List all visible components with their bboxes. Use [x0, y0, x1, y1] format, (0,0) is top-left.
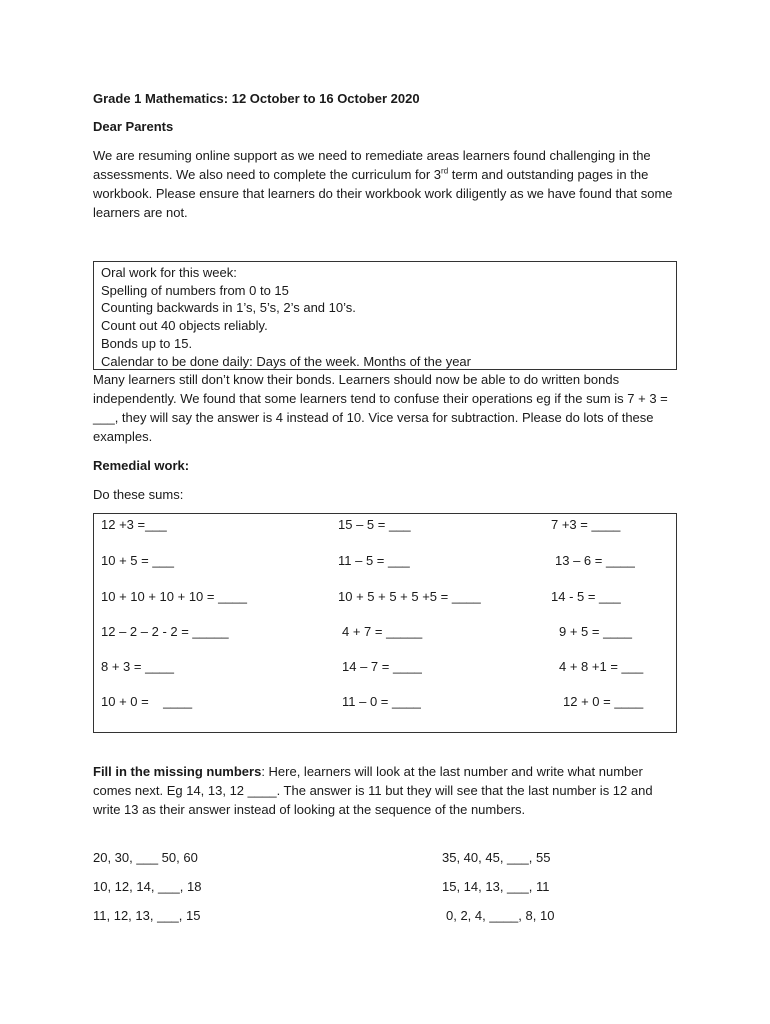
salutation: Dear Parents	[93, 119, 174, 134]
oral-work-heading: Oral work for this week:	[101, 265, 237, 280]
sum-item: 10 + 10 + 10 + 10 = ____	[101, 589, 248, 604]
sum-item: 4 + 7 = _____	[342, 624, 423, 639]
sequence-item: 35, 40, 45, ___, 55	[442, 850, 551, 865]
sum-item: 15 – 5 = ___	[338, 517, 411, 532]
sum-item: 12 – 2 – 2 - 2 = _____	[101, 624, 229, 639]
oral-work-item: Counting backwards in 1’s, 5’s, 2’s and 10’s.	[101, 300, 356, 316]
sequence-item: 10, 12, 14, ___, 18	[93, 879, 202, 894]
sum-item: 11 – 0 = ____	[342, 694, 421, 709]
sequence-item: 20, 30, ___ 50, 60	[93, 850, 198, 865]
sequence-item: 0, 2, 4, ____, 8, 10	[446, 908, 555, 923]
intro-text-2: term and outstanding pages in the workbook. Please ensure that learners do their workbook work diligently as we have found that some learners are not.	[93, 167, 673, 220]
sum-item: 8 + 3 = ____	[101, 659, 175, 674]
sum-item: 12 +3 =___	[101, 517, 167, 532]
sequence-item: 15, 14, 13, ___, 11	[442, 879, 550, 894]
oral-work-item: Spelling of numbers from 0 to 15	[101, 282, 289, 298]
sequence-item: 11, 12, 13, ___, 15	[93, 908, 201, 923]
sum-item: 11 – 5 = ___	[338, 553, 410, 568]
oral-work-item: Calendar to be done daily: Days of the week. Months of the year	[101, 353, 471, 369]
page-title: Grade 1 Mathematics: 12 October to 16 October 2020	[93, 91, 420, 106]
missing-numbers-paragraph	[93, 762, 683, 819]
bonds-note: Many learners still don’t know their bonds. Learners should now be able to do written bonds independently. We found that some learners tend to confuse their operations eg if the sum is 7 + 3 = ___, they will say the answer is 4 instead of 10. Vice versa for subtraction. Please do lots of these examples.	[93, 372, 668, 444]
intro-text-1: We are resuming online support as we need to remediate areas learners found challenging in the assessments. We also need to complete the curriculum for 3	[93, 148, 651, 182]
sum-item: 13 – 6 = ____	[555, 553, 635, 568]
sum-item: 9 + 5 = ____	[559, 624, 633, 639]
sum-item: 14 – 7 = ____	[342, 659, 422, 674]
sum-item: 4 + 8 +1 = ___	[559, 659, 644, 674]
intro-superscript: rd	[441, 166, 449, 176]
remedial-instruction: Do these sums:	[93, 487, 184, 502]
sum-item: 10 + 5 = ___	[101, 553, 175, 568]
intro-paragraph	[93, 146, 683, 222]
missing-numbers-heading: Fill in the missing numbers	[93, 764, 262, 779]
sum-item: 10 + 0 = ____	[101, 694, 193, 709]
sum-item: 10 + 5 + 5 + 5 +5 = ____	[338, 589, 481, 604]
sum-item: 14 - 5 = ___	[551, 589, 621, 604]
missing-numbers-text: : Here, learners will look at the last number and write what number comes next. Eg 14, 13, 12 ____. The answer is 11 but they will see that the last number is 12 and write 13 as their answer instead of looking at the sequence of the numbers.	[93, 764, 653, 817]
sum-item: 7 +3 = ____	[551, 517, 621, 532]
oral-work-box	[93, 261, 677, 370]
oral-work-item: Count out 40 objects reliably.	[101, 318, 268, 334]
remedial-heading: Remedial work:	[93, 458, 190, 473]
oral-work-item: Bonds up to 15.	[101, 335, 193, 351]
sum-item: 12 + 0 = ____	[563, 694, 644, 709]
